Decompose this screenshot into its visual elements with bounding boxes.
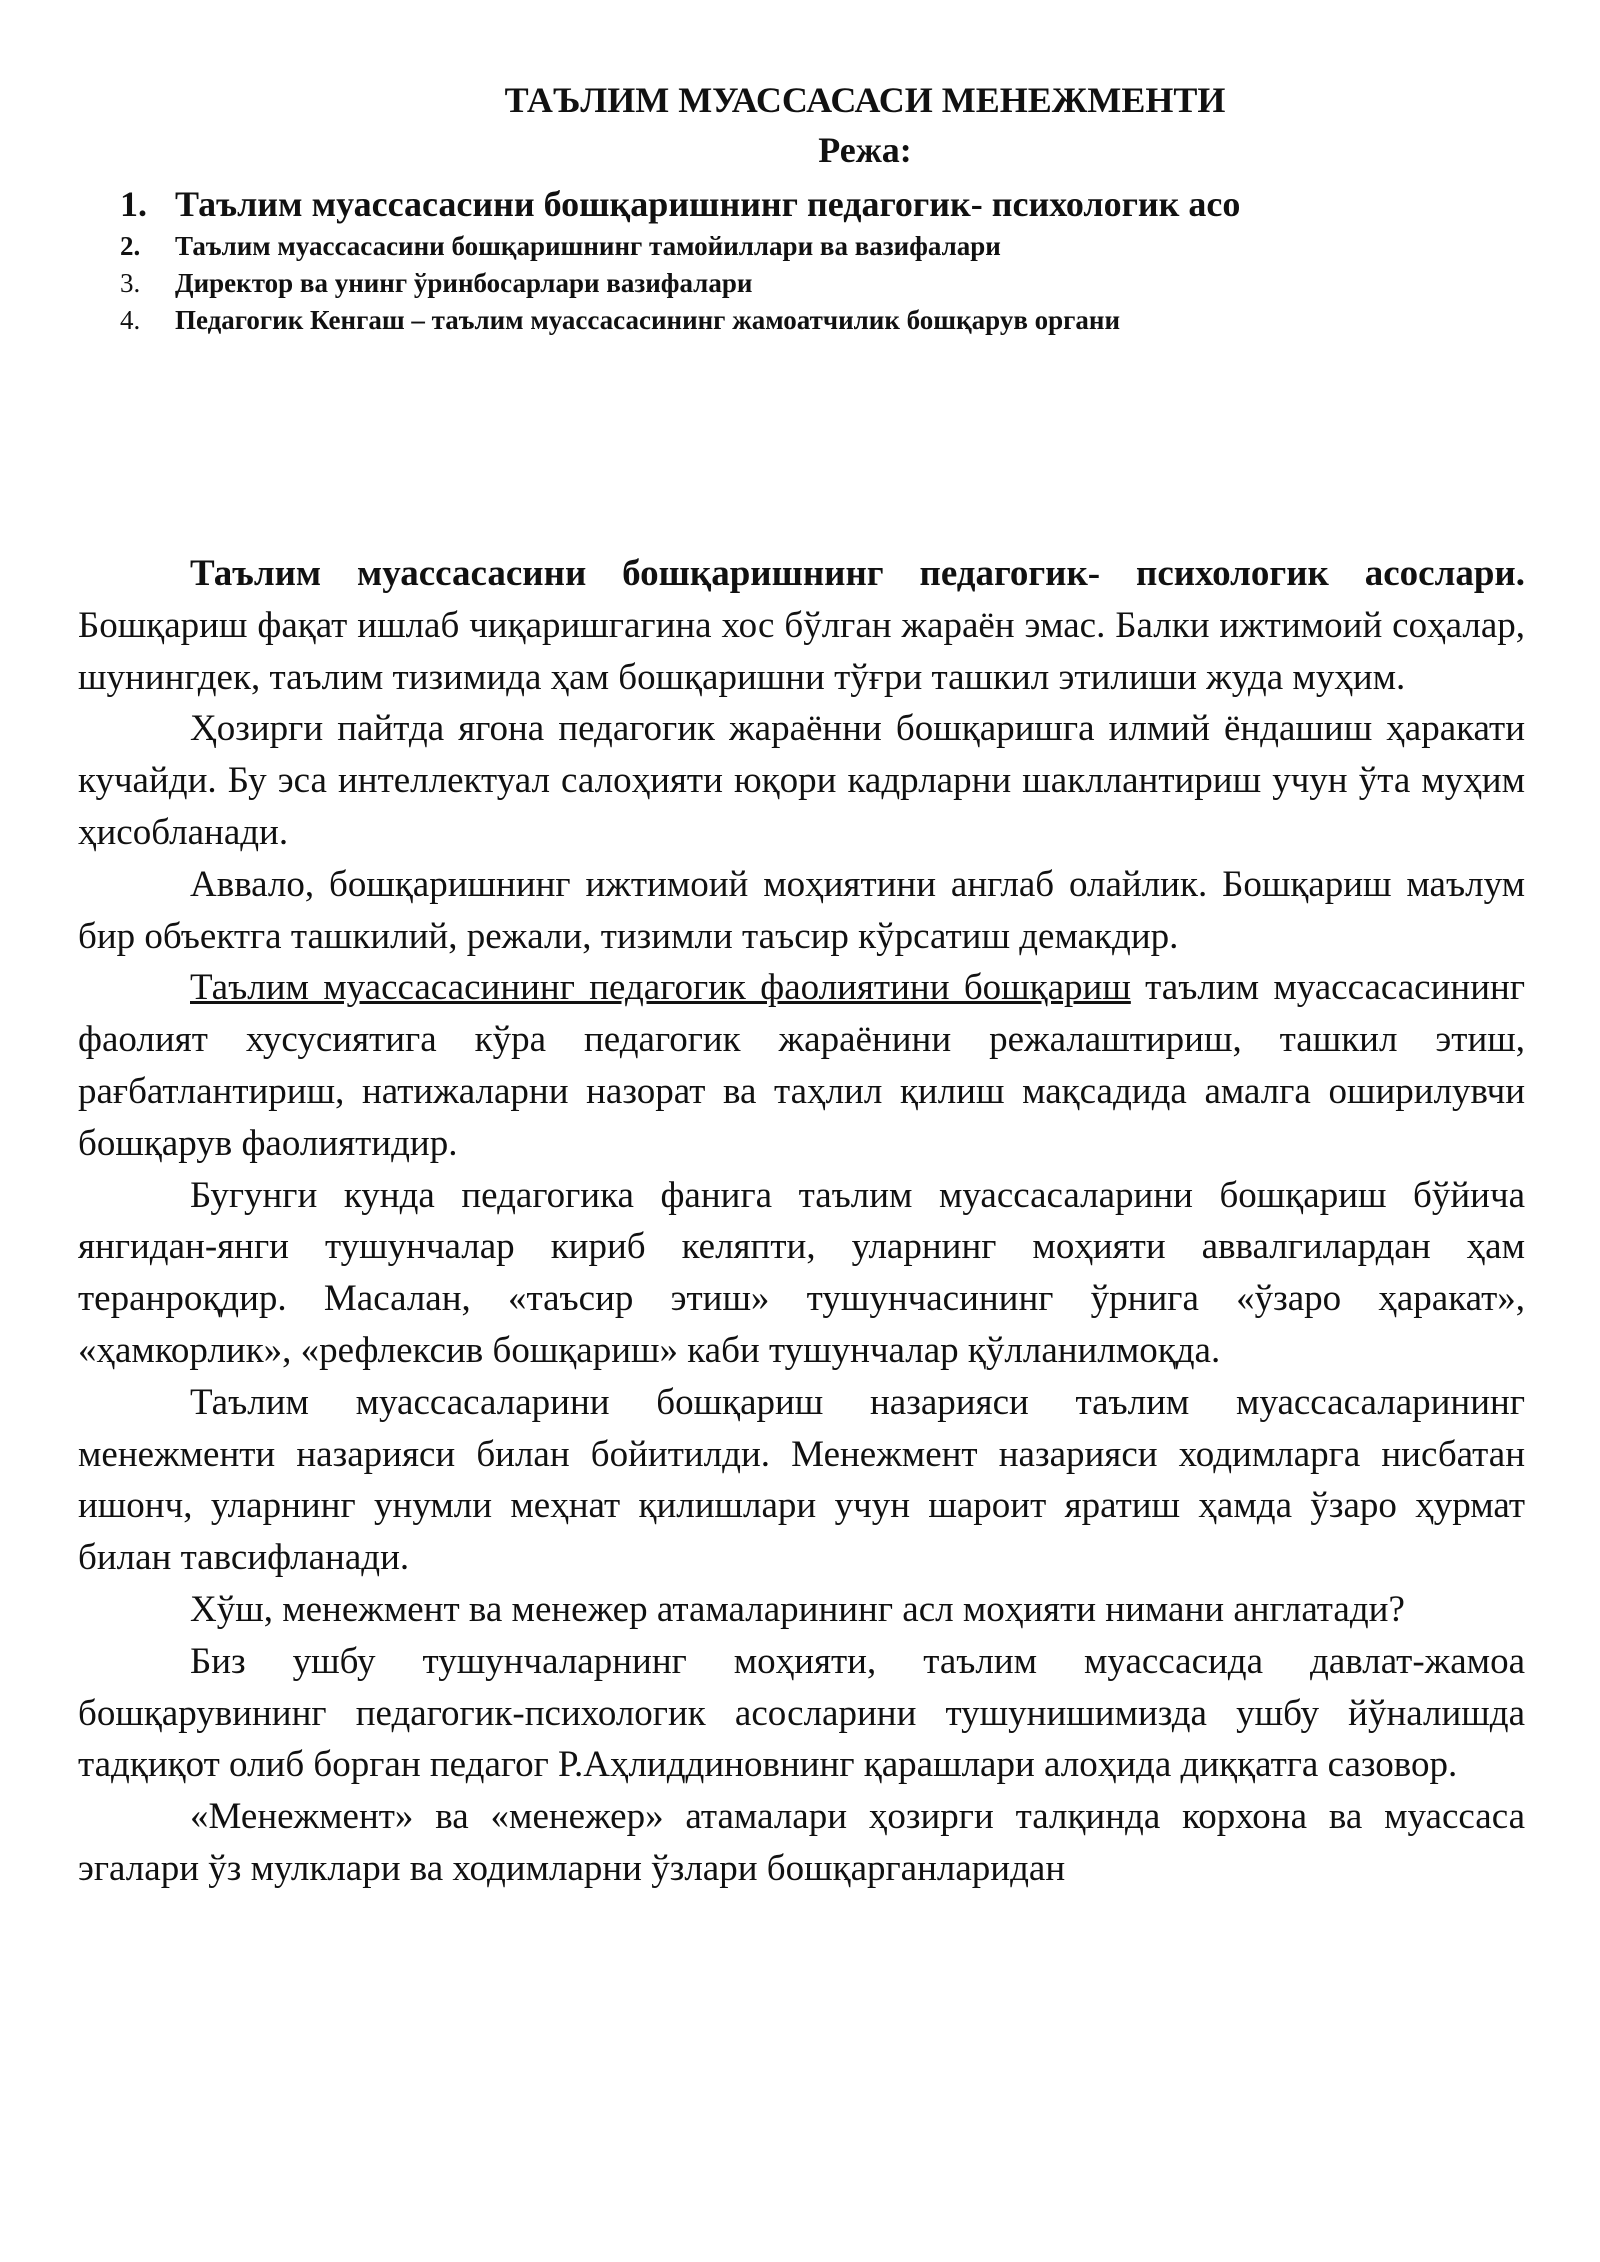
underlined-term: Таълим муассасасининг педагогик фаолиятини бошқариш: [190, 967, 1131, 1009]
plan-item: [120, 265, 1540, 302]
plan-heading: Режа:: [818, 130, 912, 170]
plan-item-number: 4.: [120, 305, 141, 335]
plan-item-number: 3.: [120, 268, 141, 298]
paragraph: Аввало, бошқаришнинг ижтимоий моҳиятини англаб олайлик. Бошқариш маълум бир объектга ташкилий, режали, тизимли таъсир кўрсатиш демакдир.: [78, 863, 1525, 957]
plan-item: [120, 228, 1540, 265]
paragraph: [78, 548, 1525, 703]
paragraph: Ҳозирги пайтда ягона педагогик жараённи бошқаришга илмий ёндашиш ҳаракати кучайди. Бу эса интеллектуал салоҳияти юқори кадрларни шакллантириш учун ўта муҳим ҳисобланади.: [78, 708, 1525, 853]
section-heading: Таълим муассасасини бошқаришнинг педагогик- психологик асослари.: [190, 553, 1525, 594]
plan-item: [120, 302, 1540, 339]
paragraph: Хўш, менежмент ва менежер атамаларининг асл моҳияти нимани англатади?: [190, 1588, 1405, 1630]
paragraph-text: Бошқариш фақат ишлаб чиқаришгагина хос бўлган жараён эмас. Балки ижтимоий соҳалар, шунингдек, таълим тизимида ҳам бошқаришни тўғри ташкил этилиши жуда муҳим.: [78, 604, 1525, 698]
plan-item: [120, 180, 1540, 228]
plan-item-number: 1.: [120, 184, 147, 224]
paragraph: [78, 962, 1525, 1169]
plan-item-text: Педагогик Кенгаш – таълим муассасасининг жамоатчилик бошқарув органи: [175, 305, 1121, 335]
document-body: [78, 548, 1525, 1895]
paragraph: Биз ушбу тушунчаларнинг моҳияти, таълим муассасида давлат-жамоа бошқарувининг педагогик-психологик асосларини тушунишимизда ушбу йўналишда тадқиқот олиб борган педагог Р.Аҳлиддиновнинг қарашлари алоҳида диққатга сазовор.: [78, 1640, 1525, 1786]
plan-item-text: Таълим муассасасини бошқаришнинг педагогик- психологик асо: [175, 184, 1241, 224]
plan-item-text: Таълим муассасасини бошқаришнинг тамойиллари ва вазифалари: [175, 231, 1001, 261]
plan-list: [120, 180, 1540, 339]
paragraph: «Менежмент» ва «менежер» атамалари ҳозирги талқинда корхона ва муассаса эгалари ўз мулклари ва ходимларни ўзлари бошқарганларидан: [78, 1796, 1525, 1889]
plan-item-number: 2.: [120, 231, 141, 261]
document-title: ТАЪЛИМ МУАССАСАСИ МЕНЕЖМЕНТИ: [504, 80, 1226, 120]
paragraph-text: таълим муассасасининг фаолият хусусиятига кўра педагогик жараёнини режалаштириш, ташкил этиш, рағбатлантириш, натижаларни назорат ва таҳлил қилиш мақсадида амалга оширилувчи бошқарув фаолиятидир.: [78, 967, 1525, 1164]
paragraph: Таълим муассасаларини бошқариш назарияси таълим муассасаларининг менежменти назарияси билан бойитилди. Менежмент назарияси ходимларга нисбатан ишонч, уларнинг унумли меҳнат қилишлари учун шароит яратиш ҳамда ўзаро ҳурмат билан тавсифланади.: [78, 1381, 1525, 1579]
paragraph: Бугунги кунда педагогика фанига таълим муассасаларини бошқариш бўйича янгидан-янги тушунчалар кириб келяпти, уларнинг моҳияти аввалгилардан ҳам теранроқдир. Масалан, «таъсир этиш» тушунчасининг ўрнига «ўзаро ҳаракат», «ҳамкорлик», «рефлексив бошқариш» каби тушунчалар қўлланилмоқда.: [78, 1174, 1525, 1371]
plan-item-text: Директор ва унинг ўринбосарлари вазифалари: [175, 268, 753, 298]
